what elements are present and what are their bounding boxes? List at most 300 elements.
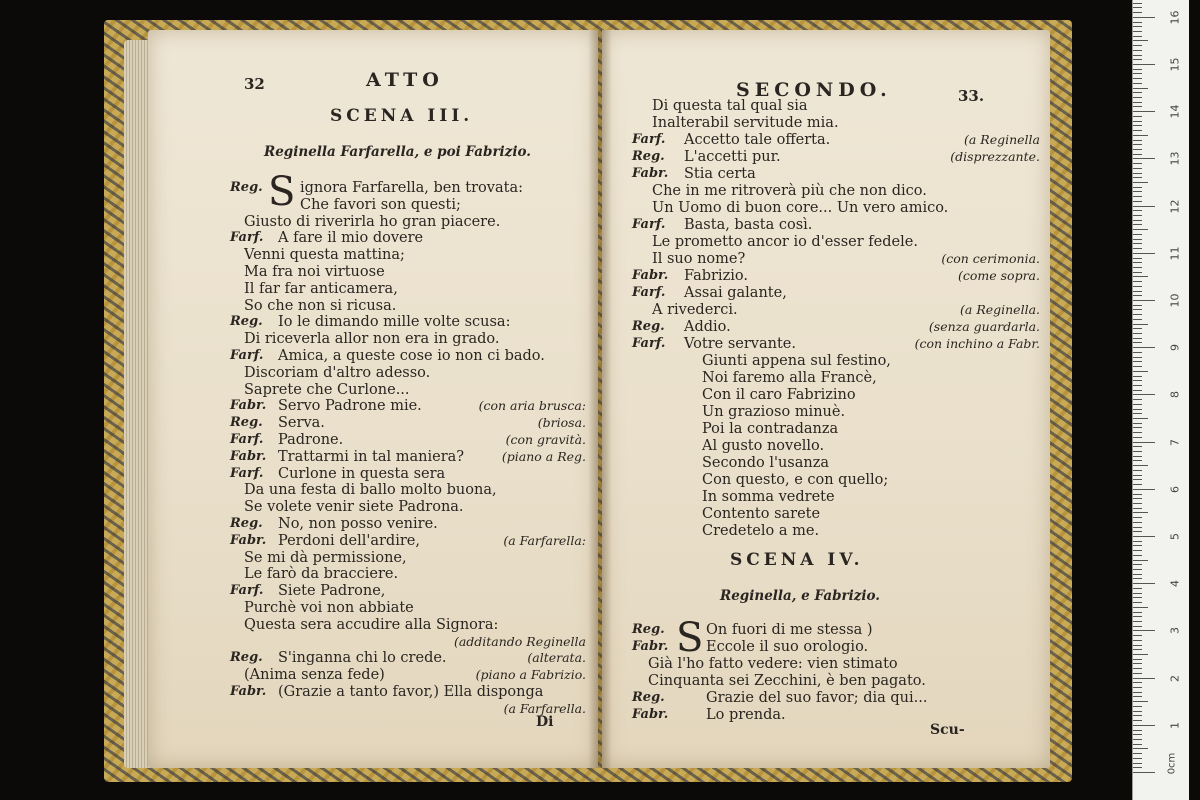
ruler-tick bbox=[1133, 522, 1142, 523]
ruler-tick bbox=[1133, 687, 1142, 688]
verse-line: Addio. bbox=[684, 319, 731, 335]
ruler-tick bbox=[1133, 338, 1142, 339]
verse-line: Di questa tal qual sia bbox=[652, 98, 808, 114]
verse-line: Eccole il suo orologio. bbox=[706, 639, 869, 655]
ruler-tick bbox=[1133, 106, 1142, 107]
verse-line: S'inganna chi lo crede. bbox=[278, 650, 447, 667]
ruler-number: 7 bbox=[1168, 438, 1182, 446]
verse-line: Se mi dà permissione, bbox=[244, 549, 407, 566]
speaker-label: Farf. bbox=[230, 583, 264, 599]
stage-direction: (con inchino a Fabr. bbox=[914, 336, 1040, 351]
ruler-tick bbox=[1133, 475, 1142, 476]
speaker-label: Reg. bbox=[632, 622, 665, 637]
verse-line: Servo Padrone mie. bbox=[278, 398, 422, 415]
ruler-tick bbox=[1133, 59, 1142, 60]
cast-line-left: Reginella Farfarella, e poi Fabrizio. bbox=[264, 144, 531, 160]
verse-line: L'accetti pur. bbox=[684, 149, 781, 165]
ruler-tick bbox=[1133, 253, 1155, 254]
stage-direction: (alterata. bbox=[527, 650, 586, 666]
running-head-left: ATTO bbox=[366, 69, 444, 91]
ruler-tick bbox=[1133, 210, 1142, 211]
ruler-tick bbox=[1133, 342, 1142, 343]
speaker-label: Farf. bbox=[230, 230, 264, 246]
ruler-tick bbox=[1133, 465, 1148, 466]
ruler-number: 11 bbox=[1168, 246, 1182, 261]
ruler-tick bbox=[1133, 73, 1142, 74]
cast-line-right: Reginella, e Fabrizio. bbox=[720, 588, 881, 604]
ruler-tick bbox=[1133, 229, 1148, 230]
ruler-tick bbox=[1133, 668, 1142, 669]
ruler-tick bbox=[1133, 484, 1142, 485]
stage-direction: (senza guardarla. bbox=[928, 319, 1040, 334]
ruler-tick bbox=[1133, 50, 1142, 51]
verse-line: Al gusto novello. bbox=[702, 438, 825, 454]
speaker-label: Fabr. bbox=[230, 532, 267, 548]
ruler-tick bbox=[1133, 314, 1142, 315]
verse-line: Grazie del suo favor; dia qui... bbox=[706, 690, 928, 706]
ruler-tick bbox=[1133, 446, 1142, 447]
verse-line: Ma fra noi virtuose bbox=[244, 264, 385, 280]
ruler-tick bbox=[1133, 437, 1142, 438]
ruler-tick bbox=[1133, 649, 1142, 650]
ruler-tick bbox=[1133, 347, 1155, 348]
ruler-tick bbox=[1133, 78, 1142, 79]
verse-line: Già l'ho fatto vedere: vien stimato bbox=[648, 656, 898, 672]
ruler-tick bbox=[1133, 678, 1155, 679]
verse-line: Purchè voi non abbiate bbox=[244, 600, 414, 616]
verse-line: Se volete venir siete Padrona. bbox=[244, 499, 464, 516]
verse-line: Siete Padrone, bbox=[278, 583, 386, 600]
stage-direction: (come sopra. bbox=[958, 268, 1040, 283]
ruler-tick bbox=[1133, 763, 1142, 764]
ruler-tick bbox=[1133, 569, 1142, 570]
ruler-tick bbox=[1133, 97, 1142, 98]
ruler-tick bbox=[1133, 187, 1142, 188]
ruler-tick bbox=[1133, 357, 1142, 358]
ruler-number: 5 bbox=[1168, 533, 1182, 540]
ruler-tick bbox=[1133, 295, 1142, 296]
verse-line: Venni questa mattina; bbox=[244, 247, 405, 264]
verse-line: Con il caro Fabrizino bbox=[702, 387, 856, 403]
ruler-unit-label: 0cm bbox=[1166, 752, 1178, 775]
ruler-tick bbox=[1133, 479, 1142, 480]
ruler-tick bbox=[1133, 140, 1142, 141]
verse-line: Un grazioso minuè. bbox=[702, 404, 846, 420]
ruler-tick bbox=[1133, 404, 1142, 405]
page-edges bbox=[124, 40, 150, 768]
verse-line: Saprete che Curlone... bbox=[244, 381, 410, 398]
verse-line: Contento sarete bbox=[702, 506, 821, 522]
ruler-tick bbox=[1133, 328, 1142, 329]
ruler-tick bbox=[1133, 626, 1142, 627]
stage-direction: (briosa. bbox=[537, 415, 586, 431]
ruler-tick bbox=[1133, 531, 1142, 532]
ruler-tick bbox=[1133, 432, 1142, 433]
ruler-tick bbox=[1133, 399, 1142, 400]
speaker-label: Farf. bbox=[230, 465, 264, 481]
verse-line: Secondo l'usanza bbox=[702, 455, 829, 471]
ruler-tick bbox=[1133, 40, 1148, 41]
ruler-tick bbox=[1133, 517, 1142, 518]
verse-line: Stia certa bbox=[684, 166, 756, 182]
speaker-label: Farf. bbox=[230, 432, 264, 447]
stage-direction: (piano a Reg. bbox=[501, 448, 586, 464]
ruler-tick bbox=[1133, 262, 1142, 263]
ruler-number: 1 bbox=[1168, 721, 1182, 729]
ruler-tick bbox=[1133, 83, 1142, 84]
ruler-tick bbox=[1133, 588, 1142, 589]
ruler-tick bbox=[1133, 163, 1142, 164]
ruler-tick bbox=[1133, 366, 1142, 367]
speaker-label: Reg. bbox=[230, 415, 263, 431]
ruler-tick bbox=[1133, 612, 1142, 613]
verse-line: Da una festa di ballo molto buona, bbox=[244, 482, 497, 499]
ruler-tick bbox=[1133, 144, 1142, 145]
ruler-tick bbox=[1133, 149, 1142, 150]
ruler-tick bbox=[1133, 234, 1142, 235]
ruler-tick bbox=[1133, 69, 1142, 70]
stage-direction: (additando Reginella bbox=[453, 633, 586, 649]
ruler-tick bbox=[1133, 470, 1142, 471]
ruler-tick bbox=[1133, 55, 1142, 56]
ruler-number: 6 bbox=[1168, 485, 1182, 493]
ruler-tick bbox=[1133, 182, 1148, 183]
speaker-label: Farf. bbox=[632, 285, 666, 300]
drop-cap-right: S bbox=[676, 615, 704, 661]
ruler-tick bbox=[1133, 597, 1142, 598]
verse-line: Basta, basta così. bbox=[684, 217, 813, 233]
ruler-tick bbox=[1133, 418, 1148, 419]
verse-line: Giusto di riverirla ho gran piacere. bbox=[244, 213, 501, 230]
ruler-tick bbox=[1133, 423, 1142, 424]
ruler-tick bbox=[1133, 64, 1155, 65]
ruler-tick bbox=[1133, 220, 1142, 221]
ruler-tick bbox=[1133, 748, 1148, 749]
ruler-tick bbox=[1133, 494, 1142, 495]
verse-line: Di riceverla allor non era in grado. bbox=[244, 331, 500, 348]
verse-line: Assai galante, bbox=[684, 285, 787, 301]
ruler-number: 9 bbox=[1168, 344, 1182, 352]
ruler-tick bbox=[1133, 753, 1142, 754]
ruler-tick bbox=[1133, 725, 1155, 726]
ruler-tick bbox=[1133, 7, 1142, 8]
ruler-tick bbox=[1133, 635, 1142, 636]
ruler-number: 15 bbox=[1168, 57, 1182, 72]
ruler-tick bbox=[1133, 701, 1148, 702]
ruler-tick bbox=[1133, 711, 1142, 712]
ruler-tick bbox=[1133, 602, 1142, 603]
ruler-tick bbox=[1133, 734, 1142, 735]
ruler-tick bbox=[1133, 385, 1142, 386]
verse-line: Il far far anticamera, bbox=[244, 280, 398, 297]
stage-direction: (a Farfarella: bbox=[503, 532, 586, 548]
verse-line: Io le dimando mille volte scusa: bbox=[278, 314, 511, 331]
verse-line: Votre servante. bbox=[684, 336, 796, 352]
verse-line: Amica, a queste cose io non ci bado. bbox=[278, 348, 545, 364]
ruler-number: 10 bbox=[1168, 293, 1182, 308]
ruler-number: 2 bbox=[1168, 674, 1182, 682]
speaker-label: Farf. bbox=[632, 217, 666, 232]
ruler-tick bbox=[1133, 607, 1148, 608]
ruler-tick bbox=[1133, 102, 1142, 103]
ruler-tick bbox=[1133, 215, 1142, 216]
verse-line: Che favori son questi; bbox=[300, 196, 461, 213]
ruler-tick bbox=[1133, 730, 1142, 731]
ruler-tick bbox=[1133, 291, 1142, 292]
ruler-tick bbox=[1133, 173, 1142, 174]
verse-line: Padrone. bbox=[278, 432, 344, 448]
right-page bbox=[602, 30, 1050, 768]
ruler-tick bbox=[1133, 361, 1142, 362]
speaker-label: Farf. bbox=[632, 336, 666, 351]
verse-line: (Anima senza fede) bbox=[244, 667, 385, 684]
speaker-label: Fabr. bbox=[230, 684, 267, 699]
ruler-tick bbox=[1133, 371, 1148, 372]
stage-direction: (con aria brusca: bbox=[478, 398, 586, 414]
ruler-tick bbox=[1133, 196, 1142, 197]
ruler-tick bbox=[1133, 22, 1142, 23]
ruler-tick bbox=[1133, 394, 1155, 395]
ruler-tick bbox=[1133, 460, 1142, 461]
ruler-tick bbox=[1133, 645, 1142, 646]
speaker-label: Fabr. bbox=[632, 707, 669, 722]
ruler-tick bbox=[1133, 555, 1142, 556]
ruler-tick bbox=[1133, 409, 1142, 410]
ruler-tick bbox=[1133, 616, 1142, 617]
ruler-tick bbox=[1133, 3, 1142, 4]
ruler-tick bbox=[1133, 324, 1148, 325]
stage-direction: (a Reginella. bbox=[960, 302, 1040, 317]
speaker-label: Reg. bbox=[230, 180, 263, 195]
ruler-tick bbox=[1133, 696, 1142, 697]
speaker-label: Fabr. bbox=[632, 166, 669, 181]
ruler-tick bbox=[1133, 92, 1142, 93]
ruler-tick bbox=[1133, 206, 1155, 207]
ruler-tick bbox=[1133, 682, 1142, 683]
ruler-tick bbox=[1133, 550, 1142, 551]
verse-line: A rivederci. bbox=[652, 302, 738, 318]
ruler-tick bbox=[1133, 512, 1148, 513]
verse-line: Lo prenda. bbox=[706, 707, 786, 723]
ruler-tick bbox=[1133, 36, 1142, 37]
verse-line: Le farò da bracciere. bbox=[244, 566, 399, 583]
ruler-tick bbox=[1133, 239, 1142, 240]
verse-line: Serva. bbox=[278, 415, 325, 432]
ruler-tick bbox=[1133, 583, 1155, 584]
ruler-tick bbox=[1133, 663, 1142, 664]
ruler-number: 13 bbox=[1168, 151, 1182, 166]
speaker-label: Reg. bbox=[632, 149, 665, 164]
stage-direction: (a Reginella bbox=[963, 132, 1040, 147]
ruler-tick bbox=[1133, 111, 1155, 112]
ruler-tick bbox=[1133, 442, 1155, 443]
verse-line: Discoriam d'altro adesso. bbox=[244, 364, 431, 381]
speaker-label: Fabr. bbox=[230, 448, 267, 464]
ruler-tick bbox=[1133, 560, 1148, 561]
ruler-tick bbox=[1133, 427, 1142, 428]
verse-line: Credetelo a me. bbox=[702, 523, 820, 539]
ruler-tick bbox=[1133, 26, 1142, 27]
ruler-tick bbox=[1133, 286, 1142, 287]
ruler-number: 8 bbox=[1168, 391, 1182, 399]
ruler-tick bbox=[1133, 248, 1142, 249]
speaker-label: Fabr. bbox=[632, 268, 669, 283]
verse-line: On fuori di me stessa ) bbox=[706, 622, 873, 638]
book-gutter bbox=[588, 30, 612, 768]
ruler-tick bbox=[1133, 272, 1142, 273]
ruler-tick bbox=[1133, 621, 1142, 622]
verse-line: (Grazie a tanto favor,) Ella disponga bbox=[278, 684, 544, 700]
stage-direction: (con gravità. bbox=[505, 432, 586, 447]
ruler-tick bbox=[1133, 413, 1142, 414]
speaker-label: Reg. bbox=[230, 516, 263, 531]
catchword-left: Di bbox=[536, 714, 554, 730]
verse-line: Trattarmi in tal maniera? bbox=[278, 448, 465, 465]
ruler-tick bbox=[1133, 564, 1142, 565]
stage-direction: (disprezzante. bbox=[950, 149, 1040, 164]
ruler-tick bbox=[1133, 541, 1142, 542]
ruler-tick bbox=[1133, 758, 1142, 759]
speaker-label: Fabr. bbox=[230, 398, 267, 414]
ruler-tick bbox=[1133, 706, 1142, 707]
ruler-tick bbox=[1133, 456, 1142, 457]
ruler-number: 14 bbox=[1168, 104, 1182, 119]
ruler-tick bbox=[1133, 503, 1142, 504]
verse-line: ignora Farfarella, ben trovata: bbox=[300, 180, 523, 196]
ruler-tick bbox=[1133, 352, 1142, 353]
ruler-tick bbox=[1133, 116, 1142, 117]
ruler-tick bbox=[1133, 574, 1142, 575]
ruler-tick bbox=[1133, 135, 1148, 136]
ruler-tick bbox=[1133, 390, 1142, 391]
running-head-right: SECONDO. bbox=[736, 79, 892, 101]
ruler-tick bbox=[1133, 158, 1155, 159]
verse-line: Con questo, e con quello; bbox=[702, 472, 889, 488]
ruler-tick bbox=[1133, 767, 1142, 768]
ruler-tick bbox=[1133, 659, 1142, 660]
ruler-tick bbox=[1133, 168, 1142, 169]
ruler-tick bbox=[1133, 130, 1142, 131]
verse-line: Perdoni dell'ardire, bbox=[278, 532, 420, 549]
ruler-tick bbox=[1133, 300, 1155, 301]
verse-line: In somma vedrete bbox=[702, 489, 835, 505]
verse-line: Che in me ritroverà più che non dico. bbox=[652, 183, 927, 199]
ruler-tick bbox=[1133, 380, 1142, 381]
ruler-tick bbox=[1133, 376, 1142, 377]
ruler-tick bbox=[1133, 31, 1142, 32]
ruler-tick bbox=[1133, 692, 1142, 693]
measuring-ruler bbox=[1132, 0, 1189, 800]
ruler-tick bbox=[1133, 45, 1142, 46]
verse-line: Curlone in questa sera bbox=[278, 465, 446, 482]
ruler-tick bbox=[1133, 309, 1142, 310]
speaker-label: Reg. bbox=[632, 319, 665, 334]
ruler-number: 4 bbox=[1168, 580, 1182, 588]
ruler-tick bbox=[1133, 640, 1142, 641]
speaker-label: Fabr. bbox=[632, 639, 669, 654]
ruler-tick bbox=[1133, 243, 1142, 244]
ruler-number: 16 bbox=[1168, 10, 1182, 25]
ruler-tick bbox=[1133, 545, 1142, 546]
stage-direction: (con cerimonia. bbox=[941, 251, 1040, 266]
verse-line: Noi faremo alla Francè, bbox=[702, 370, 877, 386]
page-number-left: 32 bbox=[244, 75, 265, 93]
ruler-tick bbox=[1133, 739, 1142, 740]
ruler-tick bbox=[1133, 333, 1142, 334]
ruler-tick bbox=[1133, 177, 1142, 178]
ruler-tick bbox=[1133, 654, 1148, 655]
ruler-tick bbox=[1133, 772, 1155, 773]
ruler-tick bbox=[1133, 498, 1142, 499]
ruler-tick bbox=[1133, 489, 1155, 490]
drop-cap-left: S bbox=[268, 169, 296, 215]
ruler-tick bbox=[1133, 319, 1142, 320]
verse-line: So che non si ricusa. bbox=[244, 297, 397, 314]
verse-line: Giunti appena sul festino, bbox=[702, 353, 891, 369]
verse-line: Questa sera accudire alla Signora: bbox=[244, 616, 499, 633]
ruler-tick bbox=[1133, 224, 1142, 225]
verse-line: Poi la contradanza bbox=[702, 421, 839, 437]
ruler-tick bbox=[1133, 630, 1155, 631]
verse-line: Fabrizio. bbox=[684, 268, 748, 284]
stage-direction: (a Farfarella. bbox=[503, 700, 586, 716]
ruler-tick bbox=[1133, 720, 1142, 721]
verse-line: Inalterabil servitude mia. bbox=[652, 115, 839, 131]
verse-line: Le prometto ancor io d'esser fedele. bbox=[652, 234, 918, 250]
ruler-tick bbox=[1133, 744, 1142, 745]
catchword-right: Scu- bbox=[930, 722, 965, 738]
left-page bbox=[148, 30, 598, 768]
ruler-tick bbox=[1133, 88, 1148, 89]
ruler-tick bbox=[1133, 715, 1142, 716]
ruler-tick bbox=[1133, 276, 1148, 277]
ruler-tick bbox=[1133, 673, 1142, 674]
ruler-tick bbox=[1133, 154, 1142, 155]
ruler-tick bbox=[1133, 527, 1142, 528]
ruler-number: 3 bbox=[1168, 627, 1182, 635]
ruler-tick bbox=[1133, 451, 1142, 452]
verse-line: A fare il mio dovere bbox=[278, 230, 424, 247]
verse-line: Un Uomo di buon core... Un vero amico. bbox=[652, 200, 949, 216]
ruler-tick bbox=[1133, 536, 1155, 537]
ruler-tick bbox=[1133, 593, 1142, 594]
ruler-tick bbox=[1133, 267, 1142, 268]
speaker-label: Farf. bbox=[632, 132, 666, 147]
verse-line: Accetto tale offerta. bbox=[684, 132, 831, 148]
scene-title-right: SCENA IV. bbox=[730, 550, 864, 570]
ruler-tick bbox=[1133, 305, 1142, 306]
verse-line: Cinquanta sei Zecchini, è ben pagato. bbox=[648, 673, 926, 689]
ruler-tick bbox=[1133, 121, 1142, 122]
ruler-tick bbox=[1133, 201, 1142, 202]
ruler-tick bbox=[1133, 17, 1155, 18]
ruler-tick bbox=[1133, 281, 1142, 282]
page-number-right: 33. bbox=[958, 87, 985, 105]
speaker-label: Farf. bbox=[230, 348, 264, 363]
speaker-label: Reg. bbox=[632, 690, 665, 705]
verse-line: Il suo nome? bbox=[652, 251, 746, 267]
scene-title-left: SCENA III. bbox=[330, 106, 474, 126]
ruler-tick bbox=[1133, 191, 1142, 192]
speaker-label: Reg. bbox=[230, 314, 263, 330]
ruler-tick bbox=[1133, 578, 1142, 579]
verse-line: No, non posso venire. bbox=[278, 516, 438, 532]
ruler-tick bbox=[1133, 258, 1142, 259]
ruler-tick bbox=[1133, 508, 1142, 509]
speaker-label: Reg. bbox=[230, 650, 263, 666]
ruler-tick bbox=[1133, 125, 1142, 126]
ruler-number: 12 bbox=[1168, 199, 1182, 214]
